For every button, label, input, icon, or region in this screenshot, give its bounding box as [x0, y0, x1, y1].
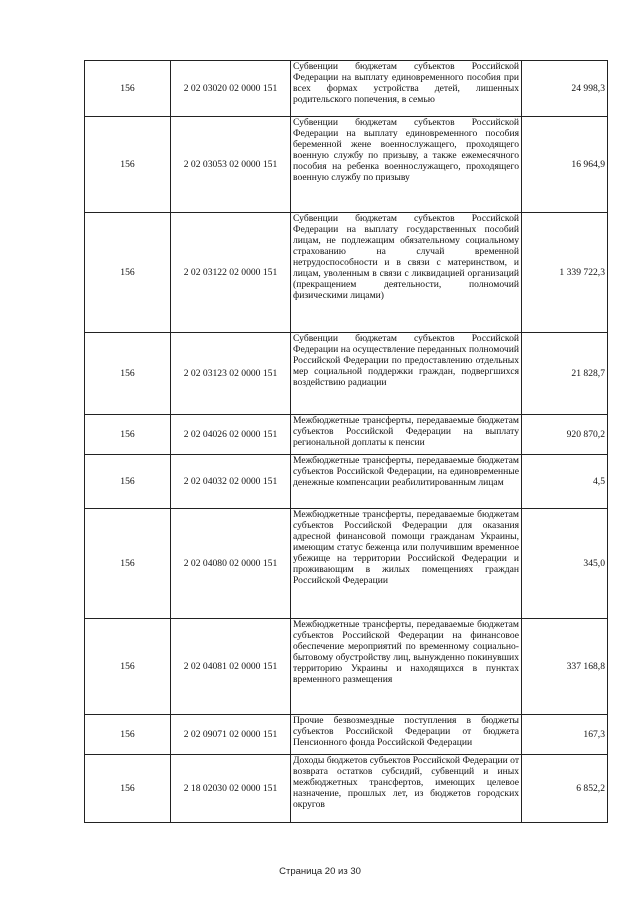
description-cell: Субвенции бюджетам субъектов Российской Федерации на осуществление переданных полномочий Российской Федерации по предоставлению отдельных мер социальной поддержки граждан, подвергшихся воздействию радиации: [291, 333, 522, 415]
amount-cell: 6 852,2: [522, 755, 608, 823]
revenue-code-cell: 2 18 02030 02 0000 151: [171, 755, 291, 823]
amount-cell: 24 998,3: [522, 61, 608, 117]
revenue-code-cell: 2 02 03122 02 0000 151: [171, 213, 291, 333]
table-row: [85, 61, 608, 117]
description-cell: Межбюджетные трансферты, передаваемые бюджетам субъектов Российской Федерации на выплату региональной доплаты к пенсии: [291, 415, 522, 455]
description-cell: Межбюджетные трансферты, передаваемые бюджетам субъектов Российской Федерации, на единовременные денежные компенсации реабилитированным лицам: [291, 455, 522, 509]
revenue-code-cell: 2 02 09071 02 0000 151: [171, 715, 291, 755]
table-row: [85, 509, 608, 619]
admin-code-cell: 156: [85, 619, 171, 715]
description-cell: Прочие безвозмездные поступления в бюджеты субъектов Российской Федерации от бюджета Пенсионного фонда Российской Федерации: [291, 715, 522, 755]
admin-code-cell: 156: [85, 415, 171, 455]
description-cell: Субвенции бюджетам субъектов Российской Федерации на выплату государственных пособий лицам, не подлежащим обязательному социальному страхованию на случай временной нетрудоспособности и в связи с материнством, и лицам, уволенным в связи с ликвидацией организаций (прекращением деятельности, полномочий физическими лицами): [291, 213, 522, 333]
description-cell: Субвенции бюджетам субъектов Российской Федерации на выплату единовременного пособия при всех формах устройства детей, лишенных родительского попечения, в семью: [291, 61, 522, 117]
revenue-code-cell: 2 02 04026 02 0000 151: [171, 415, 291, 455]
amount-cell: 920 870,2: [522, 415, 608, 455]
revenue-code-cell: 2 02 03123 02 0000 151: [171, 333, 291, 415]
table-row: [85, 415, 608, 455]
amount-cell: 4,5: [522, 455, 608, 509]
table-row: [85, 715, 608, 755]
description-cell: Доходы бюджетов субъектов Российской Федерации от возврата остатков субсидий, субвенций и иных межбюджетных трансфертов, имеющих целевое назначение, прошлых лет, из бюджетов городских округов: [291, 755, 522, 823]
table-row: [85, 455, 608, 509]
table-row: [85, 117, 608, 213]
table-body: [85, 61, 608, 823]
revenue-code-cell: 2 02 04081 02 0000 151: [171, 619, 291, 715]
admin-code-cell: 156: [85, 333, 171, 415]
amount-cell: 337 168,8: [522, 619, 608, 715]
admin-code-cell: 156: [85, 509, 171, 619]
revenue-code-cell: 2 02 03020 02 0000 151: [171, 61, 291, 117]
amount-cell: 167,3: [522, 715, 608, 755]
table-row: [85, 755, 608, 823]
admin-code-cell: 156: [85, 715, 171, 755]
admin-code-cell: 156: [85, 455, 171, 509]
admin-code-cell: 156: [85, 213, 171, 333]
table-row: [85, 619, 608, 715]
revenue-code-cell: 2 02 04032 02 0000 151: [171, 455, 291, 509]
amount-cell: 21 828,7: [522, 333, 608, 415]
description-cell: Межбюджетные трансферты, передаваемые бюджетам субъектов Российской Федерации на финансовое обеспечение мероприятий по временному социально-бытовому обустройству лиц, вынужденно покинувших территорию Украины и находящихся в пунктах временного размещения: [291, 619, 522, 715]
admin-code-cell: 156: [85, 755, 171, 823]
table-row: [85, 333, 608, 415]
description-cell: Межбюджетные трансферты, передаваемые бюджетам субъектов Российской Федерации для оказания адресной финансовой помощи гражданам Украины, имеющим статус беженца или получившим временное убежище на территории Российской Федерации и проживающим в жилых помещениях граждан Российской Федерации: [291, 509, 522, 619]
amount-cell: 16 964,9: [522, 117, 608, 213]
admin-code-cell: 156: [85, 61, 171, 117]
amount-cell: 345,0: [522, 509, 608, 619]
amount-cell: 1 339 722,3: [522, 213, 608, 333]
page-number: Страница 20 из 30: [279, 866, 361, 877]
revenue-code-cell: 2 02 03053 02 0000 151: [171, 117, 291, 213]
revenue-code-cell: 2 02 04080 02 0000 151: [171, 509, 291, 619]
admin-code-cell: 156: [85, 117, 171, 213]
description-cell: Субвенции бюджетам субъектов Российской Федерации на выплату единовременного пособия беременной жене военнослужащего, проходящего военную службу по призыву, а также ежемесячного пособия на ребенка военнослужащего, проходящего военную службу по призыву: [291, 117, 522, 213]
budget-revenue-table: [84, 60, 608, 823]
table-row: [85, 213, 608, 333]
